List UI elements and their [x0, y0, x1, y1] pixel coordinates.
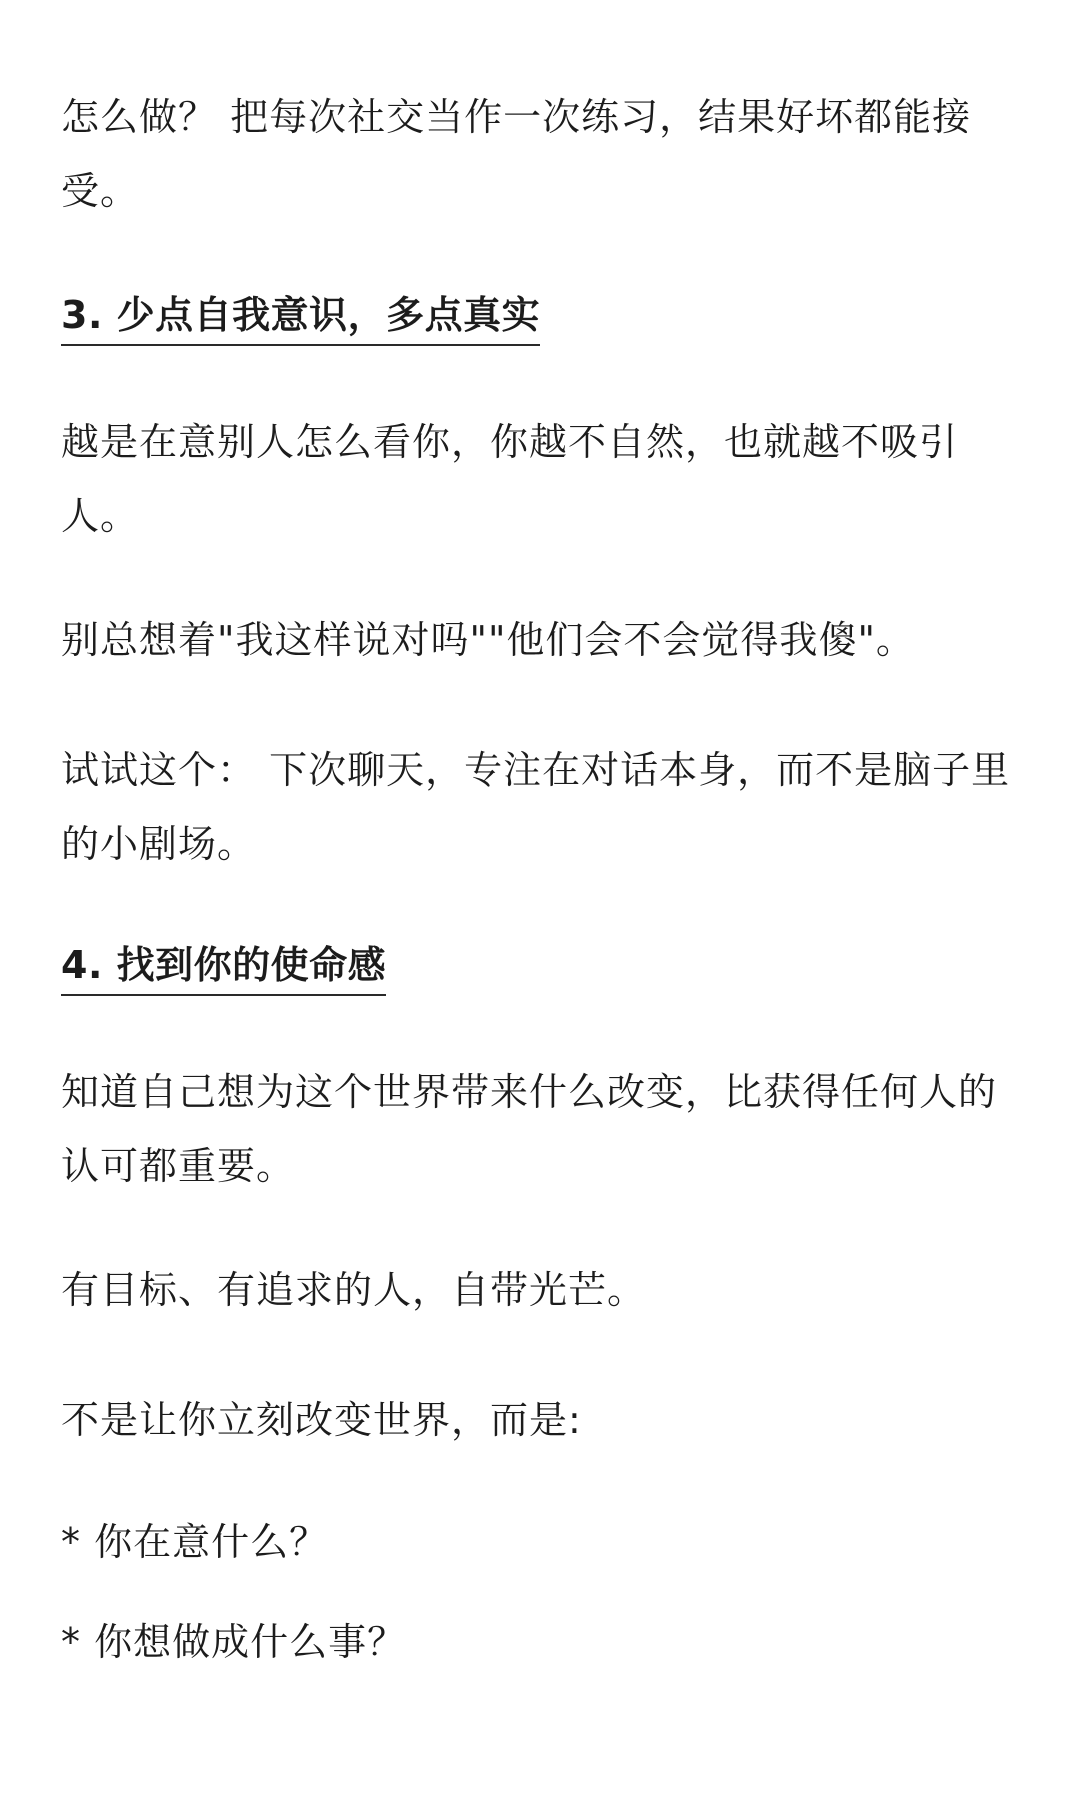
list-item: * 你想做成什么事？: [61, 1620, 407, 1664]
paragraph-dont-overthink: 别总想着"我这样说对吗""他们会不会觉得我傻"。: [61, 618, 915, 662]
paragraph-how-to: 怎么做？ 把每次社交当作一次练习，结果好坏都能接受。: [61, 95, 972, 213]
section-heading-3: 3. 少点自我意识，多点真实: [61, 290, 540, 346]
paragraph-goals: 有目标、有追求的人，自带光芒。: [61, 1268, 647, 1312]
list-item: * 你在意什么？: [61, 1520, 329, 1564]
section-heading-4: 4. 找到你的使命感: [61, 940, 386, 996]
paragraph-try-this: 试试这个： 下次聊天，专注在对话本身，而不是脑子里的小剧场。: [61, 748, 1011, 866]
paragraph-mission: 知道自己想为这个世界带来什么改变，比获得任何人的认可都重要。: [61, 1070, 998, 1188]
paragraph-self-awareness: 越是在意别人怎么看你，你越不自然，也就越不吸引人。: [61, 420, 959, 538]
paragraph-not-change-world: 不是让你立刻改变世界，而是:: [61, 1398, 582, 1442]
